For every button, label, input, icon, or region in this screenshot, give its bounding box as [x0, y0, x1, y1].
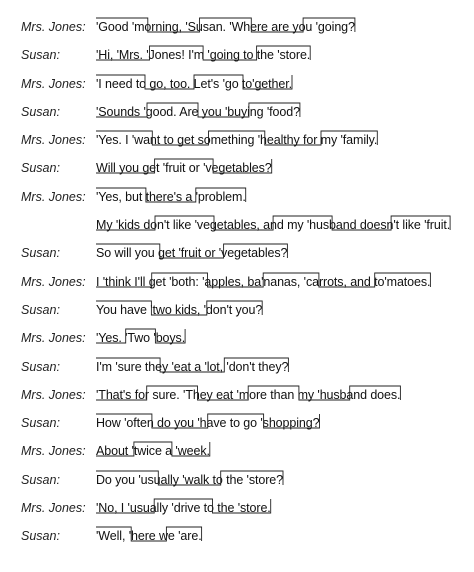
dialogue-line	[0, 239, 474, 267]
speaker: Susan:	[21, 48, 60, 63]
dialogue-line	[0, 466, 474, 494]
speaker: Mrs. Jones:	[21, 501, 86, 516]
speaker: Susan:	[21, 302, 60, 317]
utterance: 'Yes. 'Two 'boys.	[96, 331, 186, 346]
speaker: Mrs. Jones:	[21, 133, 86, 148]
utterance: 'That's for sure. 'They eat 'more than my 'husband does.	[96, 387, 401, 402]
utterance: About 'twice a 'week.	[96, 444, 210, 459]
utterance: Will you get 'fruit or 'vegetables?	[96, 161, 272, 176]
utterance: I 'think I'll get 'both: 'apples, ba'nanas, 'carrots, and to'matoes.	[96, 274, 431, 289]
dialogue-line	[0, 522, 474, 550]
dialogue-line	[0, 437, 474, 465]
speaker: Susan:	[21, 472, 60, 487]
speaker: Susan:	[21, 161, 60, 176]
utterance: My 'kids don't like 'vegetables, and my 'husband doesn't like 'fruit.	[96, 218, 451, 233]
speaker: Mrs. Jones:	[21, 20, 86, 34]
utterance: So will you get 'fruit or 'vegetables?	[96, 246, 288, 261]
speaker: Susan:	[21, 104, 60, 119]
dialogue-line	[0, 381, 474, 409]
utterance: I'm 'sure they 'eat a 'lot, 'don't they?	[96, 359, 289, 374]
speaker: Susan:	[21, 416, 60, 431]
utterance: 'Yes, but there's a 'problem.	[96, 189, 246, 204]
speaker: Mrs. Jones:	[21, 444, 86, 459]
dialogue-line	[0, 494, 474, 522]
dialogue	[0, 13, 474, 551]
utterance: 'Yes. I 'want to get something 'healthy for my 'family.	[96, 133, 378, 148]
dialogue-line	[0, 296, 474, 324]
speaker: Mrs. Jones:	[21, 387, 86, 402]
utterance: Do you 'usually 'walk to the 'store?	[96, 472, 283, 487]
dialogue-line	[0, 126, 474, 154]
speaker: Mrs. Jones:	[21, 76, 86, 91]
utterance: How 'often do you 'have to go 'shopping?	[96, 416, 320, 431]
speaker: Susan:	[21, 246, 60, 261]
dialogue-line	[0, 268, 474, 296]
dialogue-line	[0, 353, 474, 381]
speaker: Mrs. Jones:	[21, 189, 86, 204]
speaker: Mrs. Jones:	[21, 331, 86, 346]
dialogue-line	[0, 98, 474, 126]
dialogue-line	[0, 154, 474, 182]
dialogue-line	[0, 211, 474, 239]
utterance: You have 'two kids, 'don't you?	[96, 302, 263, 317]
speaker: Mrs. Jones:	[21, 274, 86, 289]
dialogue-line	[0, 409, 474, 437]
speaker: Susan:	[21, 359, 60, 374]
utterance: 'Sounds 'good. Are you 'buying 'food?	[96, 104, 300, 119]
utterance: 'Hi, 'Mrs. 'Jones! I'm 'going to the 'store.	[96, 48, 311, 63]
dialogue-line	[0, 13, 474, 41]
utterance: 'No, I 'usually 'drive to the 'store.	[96, 501, 271, 516]
dialogue-line	[0, 183, 474, 211]
dialogue-line	[0, 324, 474, 352]
utterance: 'Good 'morning, 'Susan. 'Where are you 'going?	[96, 20, 355, 34]
dialogue-line	[0, 41, 474, 69]
speaker: Susan:	[21, 529, 60, 544]
dialogue-line	[0, 70, 474, 98]
utterance: 'I need to go, too. Let's 'go to'gether.	[96, 76, 292, 91]
utterance: 'Well, 'here we 'are.	[96, 529, 202, 544]
